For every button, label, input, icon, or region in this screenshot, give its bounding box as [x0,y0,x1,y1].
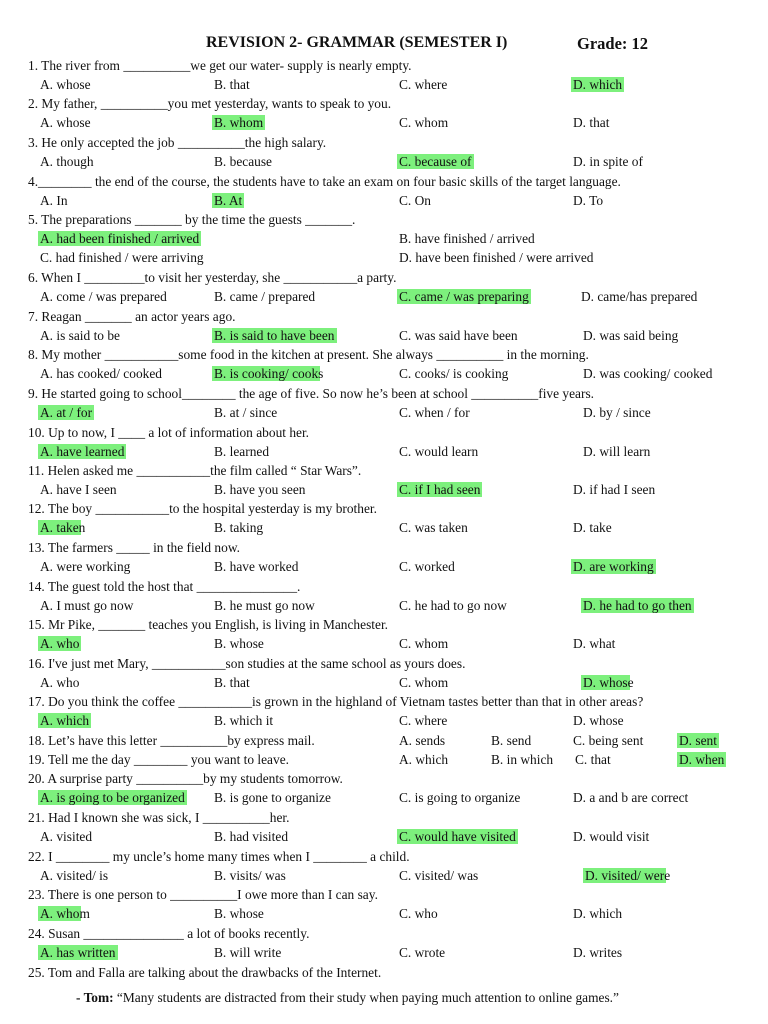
question-stem: 6. When I _________to visit her yesterday, she ___________a party. [28,270,397,285]
option: B. visits/ was [214,868,286,883]
option: D. what [573,636,616,651]
option-suffix: m [79,906,90,921]
dialogue-line [76,989,619,1006]
question-stem: 9. He started going to school________ the age of five. So now he’s been at school __________five years. [28,386,595,401]
option: D. take [573,520,612,535]
option: D. will learn [583,444,651,459]
option: A. come / was prepared [40,289,167,304]
option: C. had finished / were arriving [40,250,204,265]
answer-highlight: A. who [40,906,80,921]
option-correct [40,519,85,536]
question-stem: 11. Helen asked me ___________the film called “ Star Wars”. [28,463,362,478]
option: A. visited/ is [40,868,109,883]
option: A. were working [40,559,131,574]
option-correct [214,365,323,382]
option-suffix: e [664,868,671,883]
option: D. if had I seen [573,482,656,497]
option: D. came/has prepared [581,289,698,304]
option: D. in spite of [573,154,643,169]
option: B. came / prepared [214,289,316,304]
option: B. in which [491,752,554,767]
option-correct [40,712,89,729]
option: C. he had to go now [399,598,507,613]
option: C. On [399,193,431,208]
answer-highlight: A. which [40,713,90,728]
option: C. who [399,906,438,921]
question-stem: 8. My mother ___________some food in the kitchen at present. She always __________ in the morning. [28,347,589,362]
question-stem: 5. The preparations _______ by the time the guests _______. [28,212,356,227]
option: C. whom [399,115,449,130]
option: A. who [40,675,80,690]
option: A. is said to be [40,328,120,343]
option-correct [585,867,670,884]
answer-highlight: D. sent [679,733,717,748]
question-stem: 18. Let’s have this letter __________by express mail. [28,733,315,748]
option-suffix: e [627,675,634,690]
option: D. was cooking/ cooked [583,366,713,381]
option: B. is gone to organize [214,790,331,805]
option: B. taking [214,520,264,535]
option: D. a and b are correct [573,790,689,805]
option: B. at / since [214,405,278,420]
option: D. To [573,193,604,208]
option-correct [214,192,242,209]
dialogue-quote: “Many students are distracted from their study when paying much attention to online games.” [113,990,619,1005]
speaker-label: - Tom: [76,990,114,1005]
option-correct [40,789,185,806]
option-correct [40,905,90,922]
option: A. which [399,752,449,767]
option-correct [573,76,622,93]
option: B. have worked [214,559,299,574]
option-suffix: n [78,520,86,535]
question-stem: 20. A surprise party __________by my students tomorrow. [28,771,343,786]
option: D. by / since [583,405,651,420]
answer-highlight: B. At [214,193,243,208]
option-correct [214,114,263,131]
answer-highlight: C. would have visited [399,829,516,844]
question-stem: 7. Reagan _______ an actor years ago. [28,309,236,324]
answer-highlight: D. he had to go then [583,598,692,613]
option-correct [583,674,634,691]
answer-highlight: B. is cooking/ cook [214,366,319,381]
option-correct [399,288,529,305]
question-stem: 13. The farmers _____ in the field now. [28,540,240,555]
answer-highlight: B. whom [214,115,264,130]
option: A. though [40,154,94,169]
answer-highlight: D. whos [583,675,628,690]
answer-highlight: D. when [679,752,725,767]
option: C. where [399,713,448,728]
option: A. I must go now [40,598,134,613]
option: B. that [214,77,250,92]
question-stem: 2. My father, __________you met yesterday, wants to speak to you. [28,96,392,111]
answer-highlight: D. which [573,77,623,92]
option: A. has cooked/ cooked [40,366,162,381]
question-stem: 22. I ________ my uncle’s home many times when I ________ a child. [28,849,410,864]
option: C. when / for [399,405,470,420]
option: B. learned [214,444,270,459]
option: A. whose [40,115,91,130]
answer-highlight: A. take [40,520,79,535]
option: C. was said have been [399,328,518,343]
page-header [0,34,768,54]
option: B. that [214,675,250,690]
question-stem: 25. Tom and Falla are talking about the drawbacks of the Internet. [28,965,382,980]
question-stem: 16. I've just met Mary, ___________son studies at the same school as yours does. [28,656,466,671]
question-stem: 15. Mr Pike, _______ teaches you English, is living in Manchester. [28,617,389,632]
option-correct [214,327,335,344]
option: D. was said being [583,328,679,343]
option: C. cooks/ is cooking [399,366,509,381]
grade-label: Grade: 12 [577,34,649,53]
question-stem: 4.________ the end of the course, the students have to take an exam on four basic skills of the target language. [28,174,621,189]
option: C. worked [399,559,455,574]
option-suffix: s [318,366,324,381]
option: B. which it [214,713,274,728]
answer-highlight: C. if I had seen [399,482,481,497]
answer-highlight: B. is said to have been [214,328,335,343]
question-stem: 14. The guest told the host that _______________. [28,579,301,594]
option: C. was taken [399,520,468,535]
question-stem: 17. Do you think the coffee ___________is grown in the highland of Vietnam tastes better than that in other areas? [28,694,644,709]
option-correct [573,558,654,575]
question-stem: 23. There is one person to __________I owe more than I can say. [28,887,378,902]
option: D. writes [573,945,623,960]
answer-highlight: A. is going to be organized [40,790,185,805]
option-correct [40,443,124,460]
option-correct [40,944,116,961]
option-correct [399,481,480,498]
answer-highlight: D. visited/ wer [585,868,665,883]
option: A. visited [40,829,93,844]
answer-highlight: A. has written [40,945,116,960]
option-correct [583,597,692,614]
option-correct [40,230,199,247]
option-correct [40,404,92,421]
option: B. whose [214,636,264,651]
option: D. whose [573,713,624,728]
option-correct [399,828,516,845]
option: D. have been finished / were arrived [399,250,594,265]
option: B. send [491,733,532,748]
option: A. have I seen [40,482,117,497]
question-stem: 24. Susan _______________ a lot of books recently. [28,926,310,941]
answer-highlight: C. because of [399,154,472,169]
option: B. have finished / arrived [399,231,535,246]
answer-highlight: A. at / for [40,405,93,420]
option: C. that [575,752,611,767]
option: B. he must go now [214,598,315,613]
question-stem: 21. Had I known she was sick, I __________her. [28,810,290,825]
option: B. because [214,154,273,169]
option: C. is going to organize [399,790,521,805]
answer-highlight: A. had been finished / arrived [40,231,200,246]
option-correct [679,751,724,768]
option: D. which [573,906,623,921]
answer-highlight: D. are working [573,559,654,574]
answer-highlight: A. have learned [40,444,125,459]
option: B. have you seen [214,482,306,497]
page-title: REVISION 2- GRAMMAR (SEMESTER I) [206,34,508,51]
option-correct [399,153,472,170]
option: C. where [399,77,448,92]
option: B. will write [214,945,282,960]
option: D. would visit [573,829,650,844]
option: C. visited/ was [399,868,479,883]
answer-highlight: C. came / was preparing [399,289,529,304]
question-stem: 3. He only accepted the job __________the high salary. [28,135,327,150]
question-stem: 10. Up to now, I ____ a lot of information about her. [28,425,310,440]
question-stem: 19. Tell me the day ________ you want to leave. [28,752,289,767]
option-correct [40,635,79,652]
option: C. whom [399,636,449,651]
question-stem: 1. The river from __________we get our water- supply is nearly empty. [28,58,412,73]
option: C. wrote [399,945,446,960]
option: A. sends [399,733,446,748]
option: A. In [40,193,68,208]
option: A. whose [40,77,91,92]
option: B. had visited [214,829,289,844]
answer-highlight: A. who [40,636,80,651]
option: D. that [573,115,610,130]
question-stem: 12. The boy ___________to the hospital yesterday is my brother. [28,501,377,516]
option-correct [679,732,717,749]
option: C. would learn [399,444,479,459]
option: B. whose [214,906,264,921]
option: C. being sent [573,733,644,748]
option: C. whom [399,675,449,690]
